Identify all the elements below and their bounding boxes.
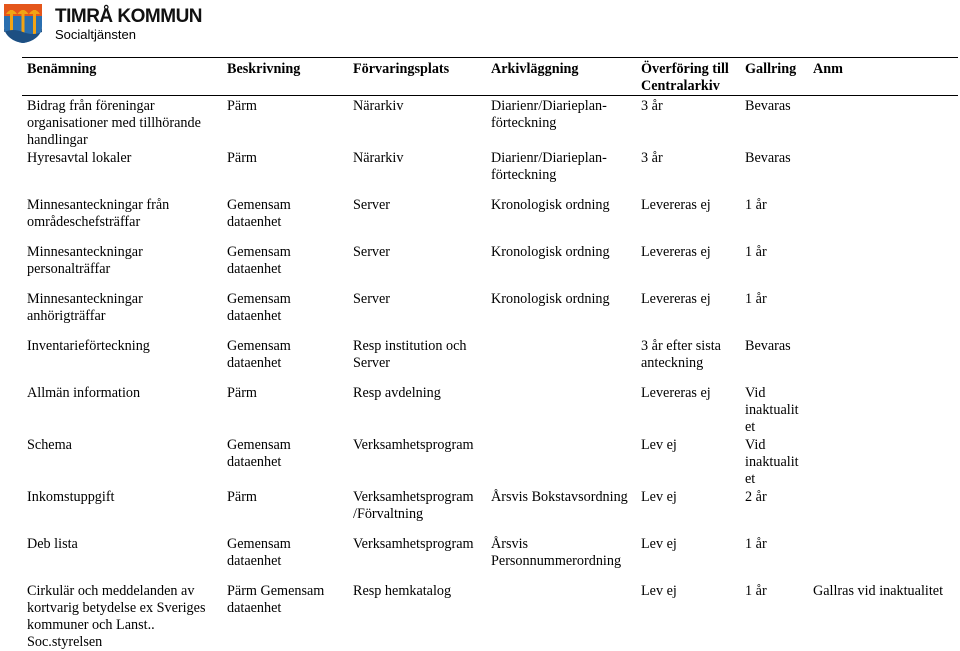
cell-gallring: 1 år xyxy=(745,290,767,307)
cell-gallring: 2 år xyxy=(745,488,767,505)
cell-name: Allmän information xyxy=(27,384,141,401)
cell-anm xyxy=(808,291,958,338)
cell-gallring: 1 år xyxy=(745,535,767,552)
table-row xyxy=(22,489,958,536)
table-row xyxy=(22,150,958,197)
cell-desc: Pärm xyxy=(227,384,257,401)
cell-gallring: Bevaras xyxy=(745,98,791,114)
col-header-anm: Anm xyxy=(808,58,958,96)
table-row xyxy=(22,385,958,437)
cell-transfer: Levereras ej xyxy=(641,384,711,401)
cell-transfer: Levereras ej xyxy=(641,243,711,260)
timra-coat-of-arms-logo xyxy=(2,2,44,44)
cell-filing: Diarienr/Diarieplan-förteckning xyxy=(491,149,607,183)
cell-filing: Kronologisk ordning xyxy=(491,290,610,307)
cell-transfer: 3 år xyxy=(641,98,663,114)
cell-anm xyxy=(808,96,958,150)
cell-name: Minnesanteckningar från områdeschefsträffar xyxy=(27,196,170,230)
cell-anm: Gallras vid inaktualitet xyxy=(813,582,944,599)
cell-name: Inkomstuppgift xyxy=(27,488,115,505)
cell-transfer: Levereras ej xyxy=(641,196,711,213)
cell-filing: Årsvis Personnummerordning xyxy=(491,535,622,569)
cell-filing xyxy=(486,338,636,385)
cell-storage: Server xyxy=(353,243,391,260)
archive-plan-table xyxy=(22,57,958,651)
cell-name: Minnesanteckningar anhörigträffar xyxy=(27,290,143,324)
cell-desc: Gemensam dataenhet xyxy=(227,290,291,324)
cell-gallring: Bevaras xyxy=(745,337,791,354)
table-row xyxy=(22,244,958,291)
table-header-row xyxy=(22,58,958,96)
cell-anm xyxy=(808,385,958,437)
cell-filing xyxy=(486,437,636,489)
cell-desc: Gemensam dataenhet xyxy=(227,337,291,371)
cell-gallring: Vid inaktualit et xyxy=(745,436,799,487)
cell-desc: Pärm xyxy=(227,98,257,114)
cell-transfer: Lev ej xyxy=(641,582,677,599)
cell-filing: Kronologisk ordning xyxy=(491,196,610,213)
col-header-benamning: Benämning xyxy=(22,58,222,96)
cell-filing: Kronologisk ordning xyxy=(491,243,610,260)
cell-name: Bidrag från föreningar organisationer med tillhörande handlingar xyxy=(27,98,201,148)
cell-storage: Verksamhetsprogram xyxy=(353,436,474,453)
cell-transfer: Lev ej xyxy=(641,535,677,552)
cell-name: Hyresavtal lokaler xyxy=(27,149,132,166)
col-header-gallring: Gallring xyxy=(740,58,808,96)
cell-anm xyxy=(808,197,958,244)
cell-storage: Server xyxy=(353,196,391,213)
cell-transfer: Lev ej xyxy=(641,488,677,505)
cell-storage: Verksamhetsprogram xyxy=(353,535,474,552)
cell-storage: Resp avdelning xyxy=(353,384,441,401)
table-row xyxy=(22,96,958,150)
cell-anm xyxy=(808,489,958,536)
cell-anm xyxy=(808,437,958,489)
col-header-beskrivning: Beskrivning xyxy=(222,58,348,96)
cell-name: Deb lista xyxy=(27,535,78,552)
cell-storage: Närarkiv xyxy=(353,149,404,166)
org-name: TIMRÅ KOMMUN xyxy=(55,6,203,27)
cell-gallring: 1 år xyxy=(745,582,767,599)
cell-gallring: Vid inaktualit et xyxy=(745,384,799,435)
table-row xyxy=(22,291,958,338)
cell-storage: Verksamhetsprogram /Förvaltning xyxy=(353,488,474,522)
cell-filing xyxy=(486,385,636,437)
cell-filing xyxy=(486,583,636,651)
cell-anm xyxy=(808,244,958,291)
table-row xyxy=(22,197,958,244)
cell-gallring: Bevaras xyxy=(745,149,791,166)
col-header-forvaringsplats: Förvaringsplats xyxy=(348,58,486,96)
table-row xyxy=(22,338,958,385)
cell-desc: Gemensam dataenhet xyxy=(227,535,291,569)
cell-name: Cirkulär och meddelanden av kortvarig betydelse ex Sveriges kommuner och Lanst.. Soc.styrelsen xyxy=(27,582,206,650)
cell-name: Inventarieförteckning xyxy=(27,337,150,354)
department-name: Socialtjänsten xyxy=(55,27,136,42)
cell-storage: Resp hemkatalog xyxy=(353,582,452,599)
cell-storage: Närarkiv xyxy=(353,98,404,114)
col-header-overforing: Överföring till Centralarkiv xyxy=(636,58,740,96)
cell-gallring: 1 år xyxy=(745,196,767,213)
table-row xyxy=(22,536,958,583)
cell-transfer: 3 år xyxy=(641,149,663,166)
cell-anm xyxy=(808,150,958,197)
cell-desc: Pärm Gemensam dataenhet xyxy=(227,582,325,616)
cell-filing: Diarienr/Diarieplan-förteckning xyxy=(491,98,607,131)
cell-desc: Pärm xyxy=(227,149,257,166)
cell-gallring: 1 år xyxy=(745,243,767,260)
cell-transfer: Levereras ej xyxy=(641,290,711,307)
cell-storage: Resp institution och Server xyxy=(353,337,467,371)
cell-transfer: 3 år efter sista anteckning xyxy=(641,337,721,371)
brand xyxy=(55,6,202,42)
cell-name: Minnesanteckningar personalträffar xyxy=(27,243,143,277)
cell-name: Schema xyxy=(27,436,72,453)
cell-desc: Pärm xyxy=(227,488,257,505)
cell-desc: Gemensam dataenhet xyxy=(227,196,291,230)
cell-filing: Årsvis Bokstavsordning xyxy=(491,488,628,505)
cell-storage: Server xyxy=(353,290,391,307)
col-header-arkivlaggning: Arkivläggning xyxy=(486,58,636,96)
cell-transfer: Lev ej xyxy=(641,436,677,453)
cell-anm xyxy=(808,338,958,385)
table-row xyxy=(22,437,958,489)
cell-anm xyxy=(808,536,958,583)
table-row xyxy=(22,583,958,651)
cell-desc: Gemensam dataenhet xyxy=(227,436,291,470)
cell-desc: Gemensam dataenhet xyxy=(227,243,291,277)
